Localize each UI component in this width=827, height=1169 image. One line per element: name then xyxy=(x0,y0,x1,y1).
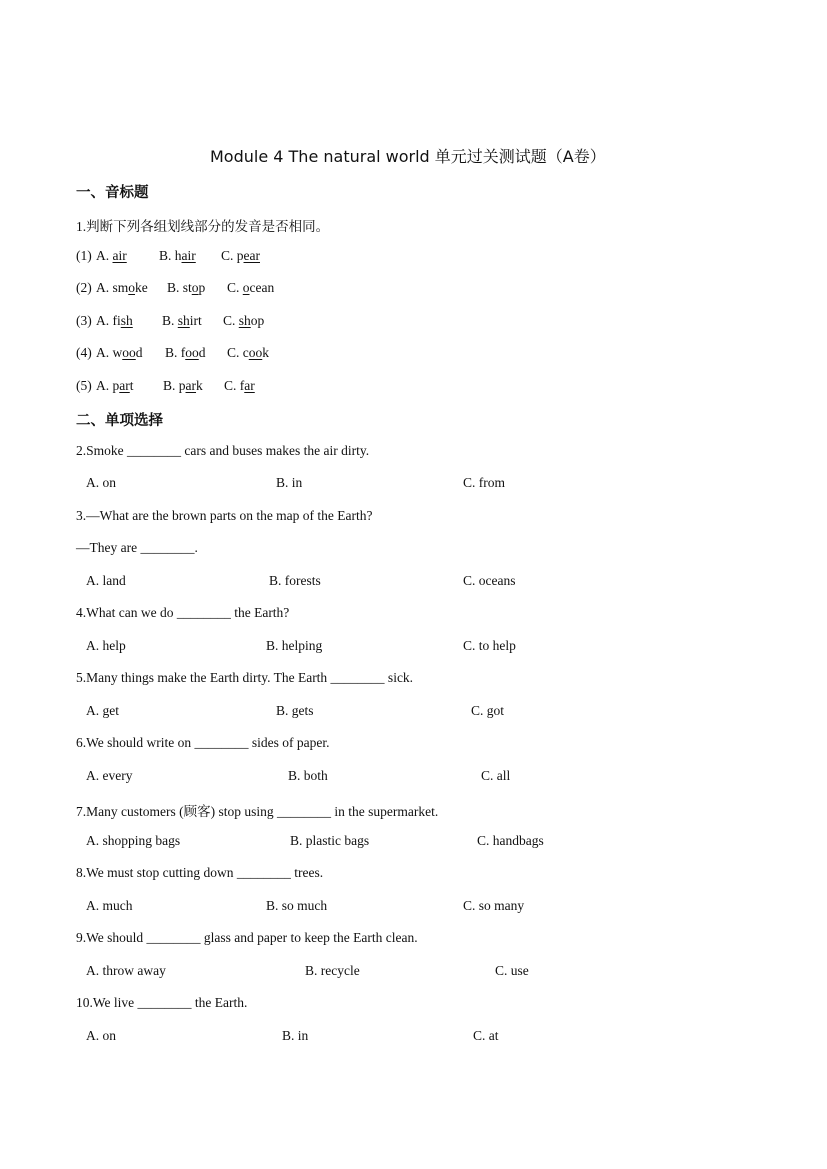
row-number: (1) xyxy=(76,248,92,263)
underlined-part: oo xyxy=(185,345,199,360)
underlined-part: air xyxy=(181,248,196,263)
question-9-option-a: A. throw away xyxy=(86,963,166,978)
question-8-option-b: B. so much xyxy=(266,898,328,913)
underlined-part: ar xyxy=(185,378,197,393)
question-5-stem: 5.Many things make the Earth dirty. The Earth ________ sick. xyxy=(76,670,414,685)
question-1-stem: 1.判断下列各组划线部分的发音是否相同。 xyxy=(76,219,330,234)
option-c: C. far xyxy=(224,378,255,393)
question-5-option-b: B. gets xyxy=(276,703,314,718)
question-4-option-c: C. to help xyxy=(463,638,516,653)
underlined-part: ear xyxy=(243,248,260,263)
question-10-option-c: C. at xyxy=(473,1028,499,1043)
page-title: Module 4 The natural world 单元过关测试题（A卷） xyxy=(210,147,606,166)
option-c: C. shop xyxy=(223,313,265,328)
option-b: B. hair xyxy=(159,248,196,263)
question-2-option-a: A. on xyxy=(86,475,116,490)
question-10-option-b: B. in xyxy=(282,1028,309,1043)
option-a: A. wood xyxy=(96,345,143,360)
option-b: B. shirt xyxy=(162,313,202,328)
question-2-option-b: B. in xyxy=(276,475,303,490)
row-number: (5) xyxy=(76,378,92,393)
question-7-option-c: C. handbags xyxy=(477,833,544,848)
option-c: C. ocean xyxy=(227,280,275,295)
option-b: B. food xyxy=(165,345,206,360)
question-3-stem: 3.—What are the brown parts on the map of the Earth? xyxy=(76,508,373,523)
row-number: (2) xyxy=(76,280,92,295)
option-b: B. park xyxy=(163,378,203,393)
underlined-part: ar xyxy=(244,378,255,393)
underlined-part: oo xyxy=(122,345,136,360)
question-6-stem: 6.We should write on ________ sides of paper. xyxy=(76,735,330,750)
option-a: A. air xyxy=(96,248,127,263)
question-5-option-a: A. get xyxy=(86,703,119,718)
question-3-option-c: C. oceans xyxy=(463,573,516,588)
question-9-option-b: B. recycle xyxy=(305,963,360,978)
section-heading-phonetics: 一、音标题 xyxy=(76,185,149,201)
question-2-option-c: C. from xyxy=(463,475,505,490)
question-7-option-b: B. plastic bags xyxy=(290,833,370,848)
question-10-stem: 10.We live ________ the Earth. xyxy=(76,995,248,1010)
question-8-stem: 8.We must stop cutting down ________ trees. xyxy=(76,865,324,880)
row-number: (3) xyxy=(76,313,92,328)
question-3-option-a: A. land xyxy=(86,573,126,588)
underlined-part: sh xyxy=(238,313,251,328)
question-6-option-b: B. both xyxy=(288,768,328,783)
underlined-part: o xyxy=(242,280,250,295)
question-8-option-c: C. so many xyxy=(463,898,525,913)
underlined-part: air xyxy=(112,248,127,263)
option-c: C. cook xyxy=(227,345,269,360)
question-6-option-c: C. all xyxy=(481,768,511,783)
question-4-option-b: B. helping xyxy=(266,638,323,653)
question-9-option-c: C. use xyxy=(495,963,529,978)
question-4-option-a: A. help xyxy=(86,638,126,653)
underlined-part: ar xyxy=(119,378,130,393)
underlined-part: sh xyxy=(120,313,133,328)
question-3-option-b: B. forests xyxy=(269,573,321,588)
question-3-stem-line-2: —They are ________. xyxy=(76,540,198,555)
option-a: A. smoke xyxy=(96,280,148,295)
option-a: A. fish xyxy=(96,313,133,328)
underlined-part: o xyxy=(128,280,136,295)
option-b: B. stop xyxy=(167,280,206,295)
underlined-part: sh xyxy=(177,313,190,328)
question-6-option-a: A. every xyxy=(86,768,133,783)
question-7-stem: 7.Many customers (顾客) stop using ________ in the supermarket. xyxy=(76,804,439,819)
option-c: C. pear xyxy=(221,248,260,263)
question-9-stem: 9.We should ________ glass and paper to keep the Earth clean. xyxy=(76,930,418,945)
question-7-option-a: A. shopping bags xyxy=(86,833,181,848)
underlined-part: oo xyxy=(248,345,263,360)
row-number: (4) xyxy=(76,345,92,360)
option-a: A. part xyxy=(96,378,134,393)
question-10-option-a: A. on xyxy=(86,1028,116,1043)
section-heading-choice: 二、单项选择 xyxy=(76,413,163,429)
question-2-stem: 2.Smoke ________ cars and buses makes the air dirty. xyxy=(76,443,370,458)
question-4-stem: 4.What can we do ________ the Earth? xyxy=(76,605,290,620)
question-5-option-c: C. got xyxy=(471,703,505,718)
question-8-option-a: A. much xyxy=(86,898,133,913)
underlined-part: o xyxy=(191,280,199,295)
